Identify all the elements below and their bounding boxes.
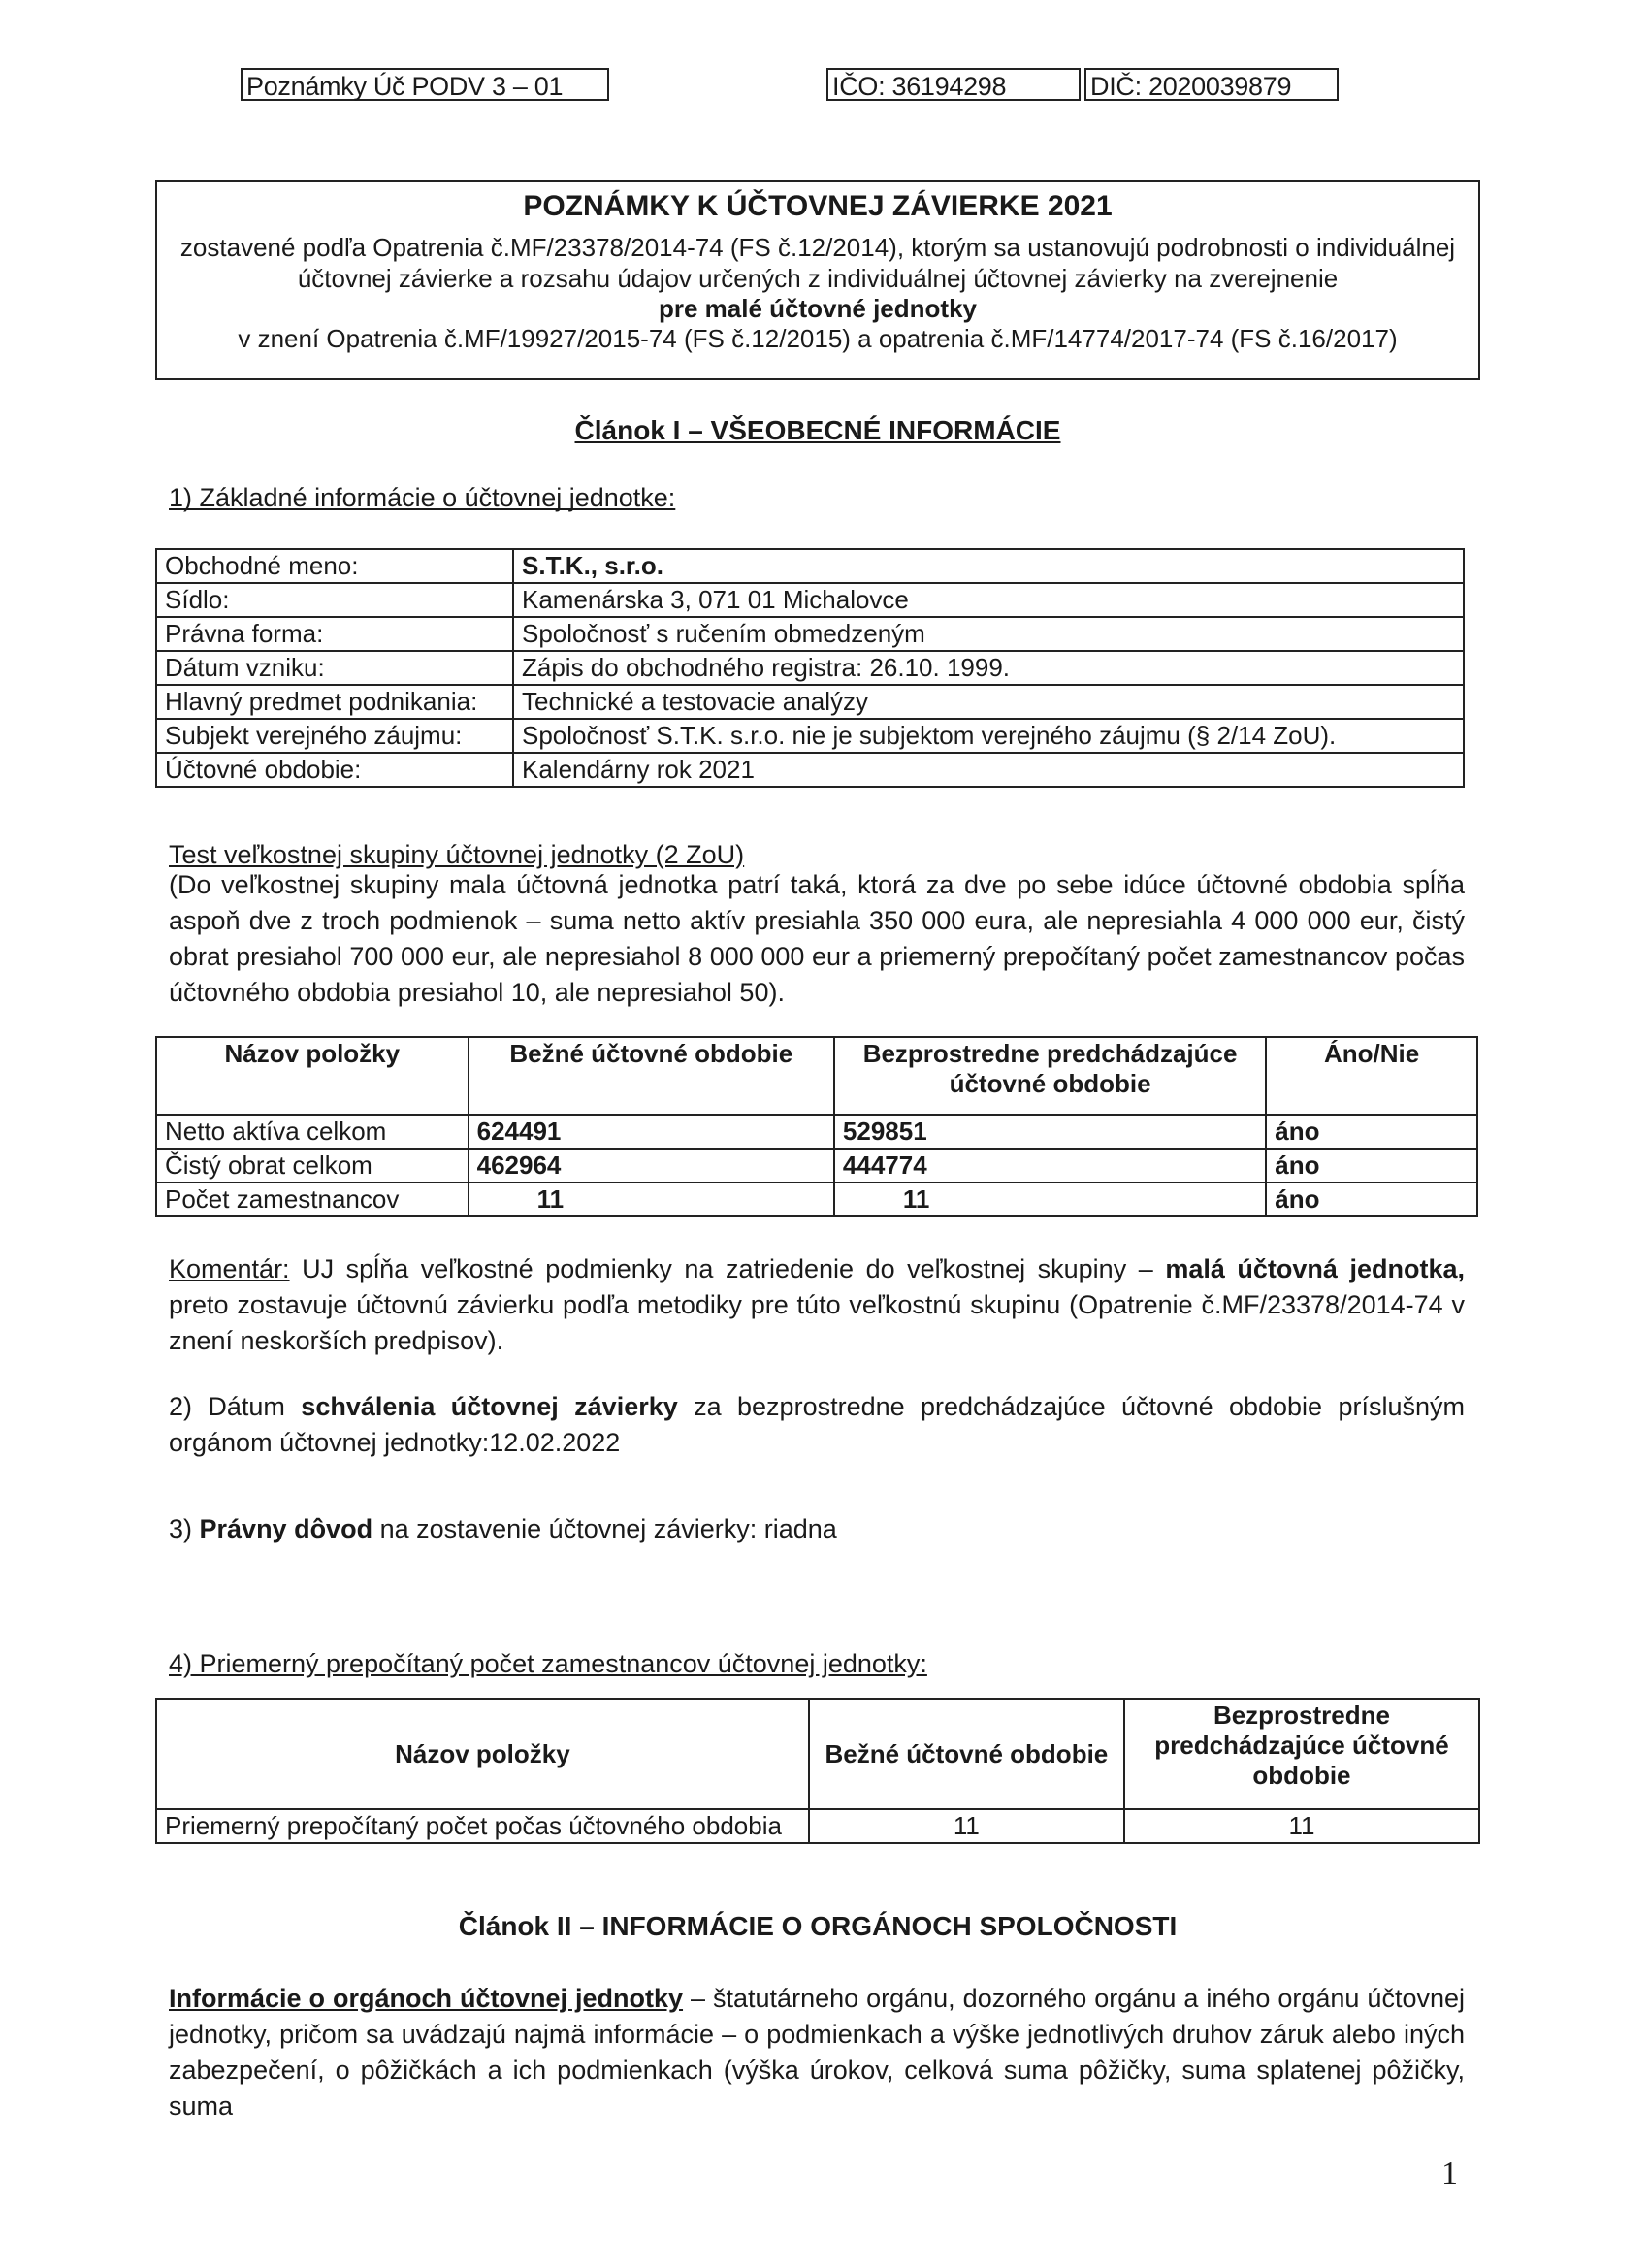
size-col-current: Bežné účtovné obdobie <box>469 1037 834 1115</box>
document-title: POZNÁMKY K ÚČTOVNEJ ZÁVIERKE 2021 <box>523 190 1113 222</box>
basic-info-label: Subjekt verejného záujmu: <box>156 719 513 753</box>
size-test-heading: Test veľkostnej skupiny účtovnej jednotky (2 ZoU) <box>169 840 745 869</box>
basic-info-row <box>156 719 1464 753</box>
section-3-a: 3) <box>169 1514 200 1543</box>
basic-info-row <box>156 617 1464 651</box>
section-3-paragraph <box>169 1511 1465 1547</box>
size-col-name: Názov položky <box>156 1037 469 1115</box>
section-3-bold: Právny dôvod <box>199 1514 373 1543</box>
emp-col-name: Názov položky <box>156 1699 809 1809</box>
basic-info-label: Dátum vzniku: <box>156 651 513 685</box>
employees-table <box>155 1698 1480 1844</box>
size-table-cell: 624491 <box>469 1115 834 1149</box>
basic-info-label: Účtovné obdobie: <box>156 753 513 787</box>
basic-info-row <box>156 753 1464 787</box>
basic-info-value: Kalendárny rok 2021 <box>513 753 1464 787</box>
size-table-cell: 462964 <box>469 1149 834 1183</box>
size-col-yesno: Áno/Nie <box>1266 1037 1477 1115</box>
employees-table-cell: 11 <box>1124 1809 1479 1843</box>
emp-col-current: Bežné účtovné obdobie <box>809 1699 1124 1809</box>
section-4-text: 4) Priemerný prepočítaný počet zamestnancov účtovnej jednotky: <box>169 1649 927 1678</box>
size-table-cell: áno <box>1266 1115 1477 1149</box>
title-line-1: zostavené podľa Opatrenia č.MF/23378/2014-74 (FS č.12/2014), ktorým sa ustanovujú podrobnosti o individuálnej <box>179 233 1456 262</box>
basic-info-row <box>156 583 1464 617</box>
article-2-heading: Článok II – INFORMÁCIE O ORGÁNOCH SPOLOČNOSTI <box>458 1911 1178 1941</box>
section-4-label <box>169 1649 927 1679</box>
basic-info-value: Spoločnosť s ručením obmedzeným <box>513 617 1464 651</box>
size-table-cell: 11 <box>469 1183 834 1216</box>
size-table-cell: Netto aktíva celkom <box>156 1115 469 1149</box>
basic-info-row <box>156 685 1464 719</box>
basic-info-label: Obchodné meno: <box>156 549 513 583</box>
section-2-b: za bezprostredne predchádzajúce účtovné obdobie príslušným orgánom účtovnej jednotky:12.02.2022 <box>169 1392 1465 1457</box>
section-1-text: 1) Základné informácie o účtovnej jednotke: <box>169 483 676 512</box>
size-table-cell: áno <box>1266 1149 1477 1183</box>
section-2-paragraph <box>169 1389 1465 1461</box>
title-line-3: pre malé účtovné jednotky <box>659 294 977 323</box>
size-table-cell: Čistý obrat celkom <box>156 1149 469 1183</box>
size-table-row <box>156 1149 1477 1183</box>
basic-info-value: S.T.K., s.r.o. <box>513 549 1464 583</box>
article-1-heading: Článok I – VŠEOBECNÉ INFORMÁCIE <box>574 415 1061 445</box>
article-2-intro <box>169 1981 1465 2124</box>
section-3-b: na zostavenie účtovnej závierky: riadna <box>372 1514 837 1543</box>
title-line-4: v znení Opatrenia č.MF/19927/2015-74 (FS č.12/2015) a opatrenia č.MF/14774/2017-74 (FS č.16/2017) <box>238 324 1398 353</box>
size-table-cell: áno <box>1266 1183 1477 1216</box>
comment-paragraph <box>169 1251 1465 1359</box>
header-ico: IČO: 36194298 <box>826 68 1081 101</box>
size-table-cell: 529851 <box>834 1115 1266 1149</box>
section-1-label <box>169 483 675 513</box>
size-test-text: (Do veľkostnej skupiny mala účtovná jednotka patrí taká, ktorá za dve po sebe idúce účtovné obdobia spĺňa aspoň dve z troch podmienok – suma netto aktív presiahla 350 000 eura, ale nepresiahla 4 000 000 eur, čistý obrat presiahol 700 000 eur, ale nepresiahol 8 000 000 eur a priemerný prepočítaný počet zamestnancov počas účtovného obdobia presiahol 10, ale nepresiahol 50). <box>169 870 1465 1007</box>
size-table-cell: 11 <box>834 1183 1266 1216</box>
employees-table-row <box>156 1809 1479 1843</box>
size-table-cell: Počet zamestnancov <box>156 1183 469 1216</box>
page-number: 1 <box>1441 2155 1458 2191</box>
basic-info-value: Technické a testovacie analýzy <box>513 685 1464 719</box>
basic-info-row <box>156 651 1464 685</box>
comment-text-a: UJ spĺňa veľkostné podmienky na zatriedenie do veľkostnej skupiny – <box>289 1254 1166 1283</box>
comment-text-b: preto zostavuje účtovnú závierku podľa metodiky pre túto veľkostnú skupinu (Opatrenie č.MF/23378/2014-74 v znení neskorších predpisov). <box>169 1290 1465 1355</box>
basic-info-label: Hlavný predmet podnikania: <box>156 685 513 719</box>
basic-info-row <box>156 549 1464 583</box>
basic-info-value: Kamenárska 3, 071 01 Michalovce <box>513 583 1464 617</box>
basic-info-value: Zápis do obchodného registra: 26.10. 1999. <box>513 651 1464 685</box>
header-form-code: Poznámky Úč PODV 3 – 01 <box>241 68 609 101</box>
basic-info-value: Spoločnosť S.T.K. s.r.o. nie je subjektom verejného záujmu (§ 2/14 ZoU). <box>513 719 1464 753</box>
employees-table-cell: 11 <box>809 1809 1124 1843</box>
article-2-intro-bold: Informácie o orgánoch účtovnej jednotky <box>169 1984 684 2013</box>
section-2-a: 2) Dátum <box>169 1392 302 1421</box>
size-table-row <box>156 1183 1477 1216</box>
emp-col-previous: Bezprostredne predchádzajúce účtovné obdobie <box>1124 1699 1479 1809</box>
comment-bold: malá účtovná jednotka, <box>1165 1254 1465 1283</box>
title-box <box>155 180 1480 380</box>
size-table-cell: 444774 <box>834 1149 1266 1183</box>
employees-table-cell: Priemerný prepočítaný počet počas účtovného obdobia <box>156 1809 809 1843</box>
basic-info-label: Sídlo: <box>156 583 513 617</box>
basic-info-label: Právna forma: <box>156 617 513 651</box>
title-line-2: účtovnej závierke a rozsahu údajov určených z individuálnej účtovnej závierky na zverejnenie <box>297 264 1339 293</box>
article-2-intro-text: – štatutárneho orgánu, dozorného orgánu a iného orgánu účtovnej jednotky, pričom sa uvádzajú najmä informácie – o podmienkach a výške jednotlivých druhov záruk alebo iných zabezpečení, o pôžičkách a ich podmienkach (výška úrokov, celková suma pôžičky, suma splatenej pôžičky, suma <box>169 1984 1465 2121</box>
section-2-bold: schválenia účtovnej závierky <box>301 1392 678 1421</box>
header-dic: DIČ: 2020039879 <box>1084 68 1339 101</box>
size-col-previous: Bezprostredne predchádzajúce účtovné obdobie <box>834 1037 1266 1115</box>
size-test-table <box>155 1036 1478 1217</box>
comment-label: Komentár: <box>169 1254 290 1283</box>
basic-info-table <box>155 548 1465 788</box>
size-table-row <box>156 1115 1477 1149</box>
